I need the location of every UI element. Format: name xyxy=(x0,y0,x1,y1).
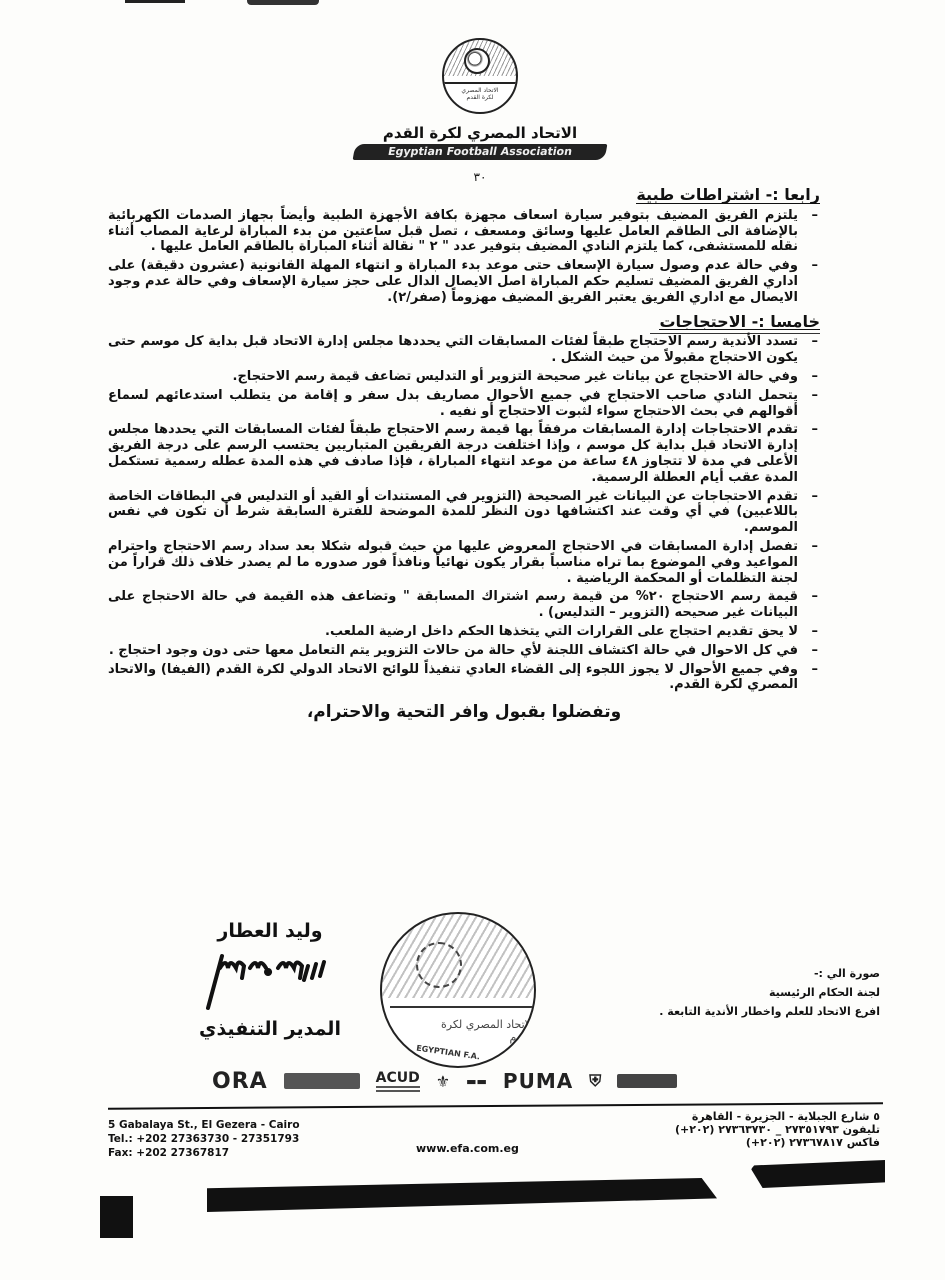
closing-salutation: وتفضلوا بقبول وافر التحية والاحترام، xyxy=(306,702,622,723)
logo-text: الاتحاد المصري لكرة القدم xyxy=(461,87,499,101)
telephone: تليفون ٢٧٣٥١٧٩٣ _ ٢٧٣٦٣٧٣٠ (٢٠٢+) xyxy=(674,1123,880,1136)
letterhead xyxy=(340,38,620,184)
list-item: – قيمة رسم الاحتجاج ٢٠% من قيمة رسم اشتراك المسابقة " وتضاعف هذه القيمة في حالة الاحتجاج على البيانات غير صحيحه (التزوير – التدليس) . xyxy=(108,589,820,621)
sponsor-shield-icon: ⛨ xyxy=(589,1071,602,1090)
sponsor-logo-bar xyxy=(617,1074,677,1088)
list-item: – يتحمل النادي صاحب الاحتجاج في جميع الأحوال مصاريف بدل سفر و إقامة من يتطلب استدعائهم لسماع أقوالهم في بحث الاحتجاج سواء لثبوت الاحتجاج أو نفيه . xyxy=(108,388,820,420)
footer-address-english xyxy=(108,1118,300,1160)
org-name-banner xyxy=(354,142,606,162)
stamp-text-english: EGYPTIAN F.A. xyxy=(415,1043,481,1062)
sponsor-ora-logo: ORA xyxy=(212,1068,268,1094)
list-item: – وفي حالة الاحتجاج عن بيانات غير صحيحة التزوير أو التدليس تضاعف قيمة رسم الاحتجاج. xyxy=(108,369,820,385)
sponsor-logos xyxy=(212,1064,882,1098)
signature-icon xyxy=(200,948,340,1012)
org-name-english: Egyptian Football Association xyxy=(353,144,608,160)
sponsor-bank-logo: ▬▬ xyxy=(466,1074,487,1088)
list-item: – تقدم الاحتجاجات إدارة المسابقات مرفقاً بها قيمة رسم الاحتجاج طبقاً لفئات المسابقات التي يحددها مجلس إدارة الاتحاد قبل بداية كل موسم ، وإذا اختلفت درجة الفريقين المتباريين يحتسب الرسم على درجة الفريق الأعلى في مدة لا تتجاوز ٤٨ ساعة من موعد انتهاء المباراة ، فإذا صادف في هذه المدة عطله رسمية تستكمل المدة عقب أيام العطلة الرسمية. xyxy=(108,422,820,485)
sponsor-puma-logo: PUMA xyxy=(502,1069,574,1093)
fax: فاكس ٢٧٣٦٧٨١٧ (٢٠٢+) xyxy=(745,1136,880,1149)
stamp-line xyxy=(390,1006,534,1008)
org-name-arabic: الاتحاد المصري لكرة القدم xyxy=(382,124,578,142)
list-item: – وفي جميع الأحوال لا يجوز اللجوء إلى القضاء العادي تنفيذاً للوائح الاتحاد الدولي لكرة القدم (الفيفا) والاتحاد المصري لكرة القدم. xyxy=(108,662,820,694)
footer-address-arabic xyxy=(600,1110,880,1149)
signature-block xyxy=(195,920,345,1040)
list-item: – تفصل إدارة المسابقات في الاحتجاج المعروض عليها من حيث قبوله شكلا بعد سداد رسم الاحتجاج واحترام المواعيد وفي الموضوع بما تراه مناسباً بقرار يكون نهائياً ونافذاً فور صدوره ما لم يصدر خلاف ذلك قراراً من لجنة التظلمات أو المحكمة الرياضية . xyxy=(108,539,820,586)
scan-edge-mark xyxy=(125,0,185,3)
section-items xyxy=(108,334,820,693)
logo-ground-line xyxy=(444,82,516,84)
sponsor-acud-logo: ACUD xyxy=(376,1070,420,1092)
section-medical xyxy=(108,183,820,206)
football-icon xyxy=(416,942,462,988)
list-item: – تقدم الاحتجاجات عن البيانات غير الصحيحة (التزوير في المستندات أو القيد أو التدليس في البطاقات الخاصة باللاعبين) في أي وقت عند اكتشافها دون النظر للمدة الموضحة للفترة السابقة شرط أن تكون في نفس الموسم. xyxy=(108,489,820,536)
page-number: ٣٠ xyxy=(473,170,487,184)
list-item: – تسدد الأندية رسم الاحتجاج طبقاً لفئات المسابقات التي يحددها مجلس إدارة الاتحاد قبل بداية كل موسم حتى يكون الاحتجاج مقبولاً من حيث الشكل . xyxy=(108,334,820,366)
footer-band xyxy=(100,1196,133,1238)
signatory-title: المدير التنفيذي xyxy=(199,1018,341,1040)
footer-band xyxy=(749,1160,885,1188)
cc-label: صورة الي :- xyxy=(813,967,880,980)
telephone: Tel.: +202 27363730 - 27351793 xyxy=(108,1133,300,1145)
scan-edge-mark xyxy=(247,0,319,5)
cc-recipient: لجنة الحكام الرئيسية xyxy=(768,986,880,999)
website-link[interactable]: www.efa.com.eg xyxy=(416,1142,519,1155)
stamp-text-arabic: الاتحاد المصري لكرة القدم xyxy=(441,1018,534,1044)
list-item: – لا يحق تقديم احتجاج على القرارات التي يتخذها الحكم داخل ارضية الملعب. xyxy=(108,624,820,640)
address-line: 5 Gabalaya St., El Gezera - Cairo xyxy=(108,1119,300,1131)
section-items xyxy=(108,208,820,306)
section-protests xyxy=(108,310,820,333)
sponsor-emblem-icon: ⚜ xyxy=(435,1071,451,1091)
list-item: – في كل الاحوال في حالة اكتشاف اللجنة لأي حالة من حالات التزوير يتم التعامل معها حتى دون وجود احتجاج . xyxy=(108,643,820,659)
section-title: رابعا :- اشتراطات طبية xyxy=(636,185,820,204)
official-stamp xyxy=(380,912,536,1068)
cc-recipient: افرع الاتحاد للعلم واخطار الأندية التابعة . xyxy=(659,1005,880,1018)
sponsor-logo-bar xyxy=(284,1073,360,1089)
football-icon xyxy=(464,48,490,74)
section-title: خامسا :- الاحتجاجات xyxy=(659,311,820,331)
fax: Fax: +202 27367817 xyxy=(108,1147,230,1159)
address-line: ٥ شارع الجبلاية - الجزيرة - القاهرة xyxy=(691,1110,880,1123)
efa-logo xyxy=(442,38,518,114)
signatory-name: وليد العطار xyxy=(217,920,323,942)
footer-divider xyxy=(108,1102,883,1109)
list-item: – يلتزم الفريق المضيف بتوفير سيارة اسعاف مجهزة بكافة الأجهزة الطبية وأيضاً بجهاز الصدمات الكهربائية بالإضافة الى الطاقم العامل عليها وسائق ومسعف ، تصل قبل ساعتين من بدء المباراة لرعاية المصاب أثناء نقله للمستشفى، كما يلتزم النادي المضيف بتوفير عدد " ٢ " نقالة أثناء المباراة بالطاقم العامل عليها . xyxy=(108,208,820,255)
footer-band xyxy=(207,1178,717,1212)
cc-list xyxy=(595,964,880,1021)
list-item: – وفي حالة عدم وصول سيارة الإسعاف حتى موعد بدء المباراة و انتهاء المهلة القانونية (عشرون دقيقة) على اداري الفريق المضيف تسليم حكم المباراة اصل الايصال الدال على حجز سيارة الإسعاف وفي حالة عدم وجود الايصال مع اداري الفريق يعتبر الفريق المضيف مهزوماً (صفر/٢). xyxy=(108,258,820,305)
document-body xyxy=(108,183,820,721)
handwritten-signature xyxy=(195,948,345,1012)
